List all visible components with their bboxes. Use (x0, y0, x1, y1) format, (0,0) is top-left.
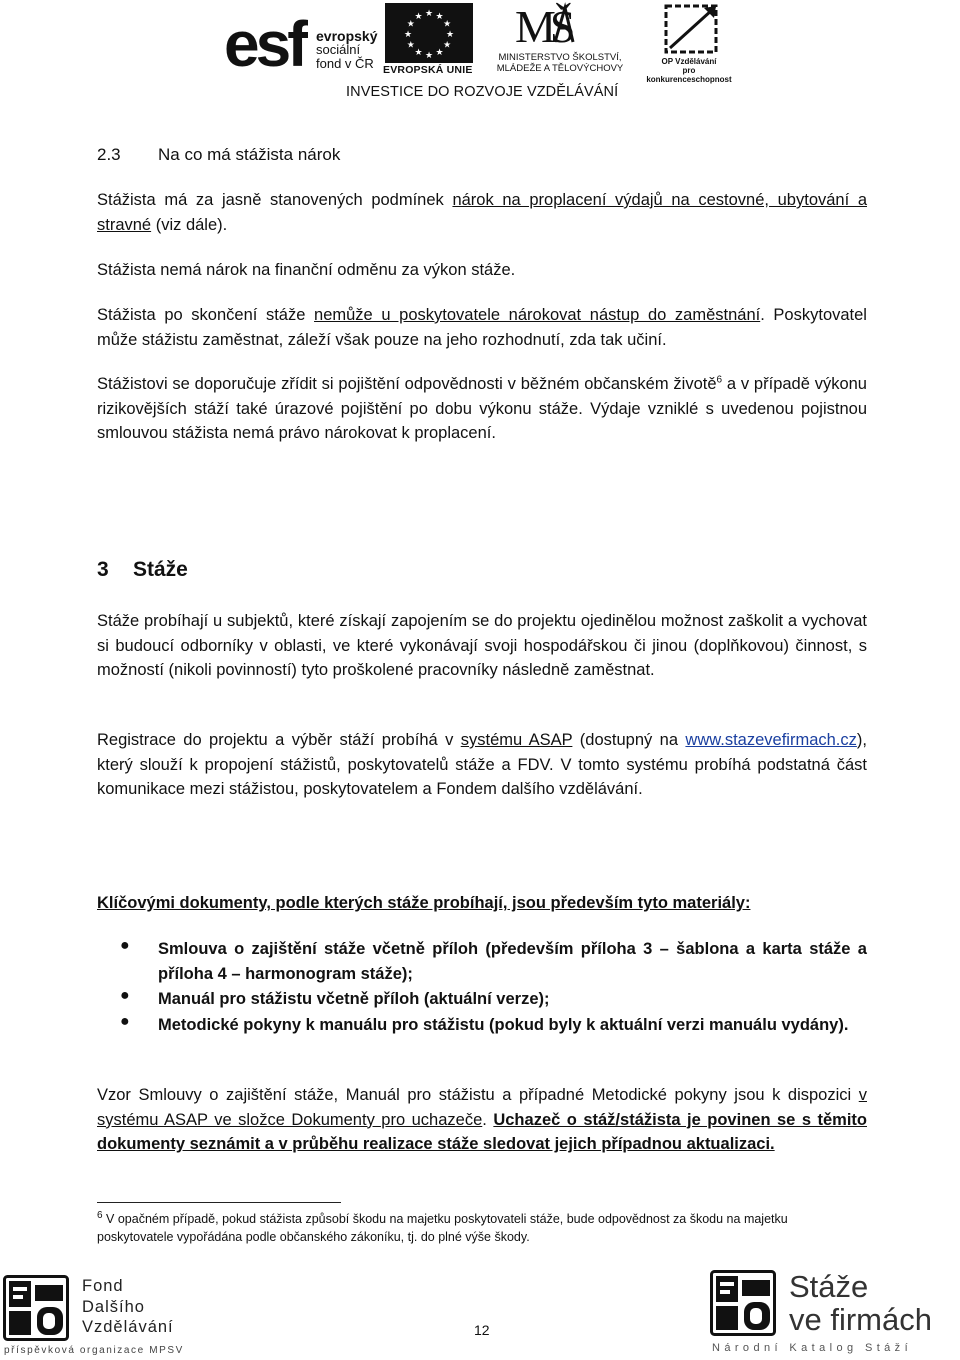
msmt-logo-icon (515, 2, 583, 46)
paragraph-claims: Stážista má za jasně stanovených podmínek nárok na proplacení výdajů na cestovné, ubytování a stravné (viz dále). (97, 191, 867, 234)
page-number: 12 (474, 1322, 490, 1338)
bullet-dot-icon: ● (120, 937, 130, 954)
section-3-number: 3 (97, 558, 109, 581)
fdv-logo-icon (3, 1275, 69, 1341)
svg-text:esf: esf (224, 8, 305, 74)
svg-text:★: ★ (406, 19, 415, 30)
esf-logo-icon (224, 4, 308, 74)
stazevefirmach-link[interactable]: www.stazevefirmach.cz (685, 731, 857, 749)
svg-text:★: ★ (443, 19, 452, 30)
paragraph-no-reward: Stážista nemá nárok na finanční odměnu za výkon stáže. (97, 261, 516, 279)
staze-ve-firmach-text: Stáže ve firmách (789, 1269, 932, 1337)
fdv-subtitle: příspěvková organizace MPSV (4, 1345, 184, 1356)
svg-text:★: ★ (403, 30, 413, 40)
eu-caption: EVROPSKÁ UNIE (383, 64, 473, 76)
paragraph-insurance: Stážistovi se doporučuje zřídit si pojištění odpovědnosti v běžném občanském životě$^6$ a v případě výkonu rizikovějších stáží také úrazové pojištění po dobu výkonu stáže. Výdaje vzniklé s uvedenou pojistnou smlouvou stážista nemá právo nárokovat k proplacení. (97, 374, 867, 442)
svg-text:★: ★ (406, 40, 415, 51)
op-logo-text: OP Vzdělávání pro konkurenceschopnost (646, 57, 732, 84)
msmt-logo-text: MINISTERSTVO ŠKOLSTVÍ, MLÁDEŽE A TĚLOVÝCHOVY (496, 52, 624, 74)
paragraph-employment: Stážista po skončení stáže nemůže u poskytovatele nárokovat nástup do zaměstnání. Poskytovatel může stážistu zaměstnat, záleží však pouze na jeho rozhodnutí, zda tak učiní. (97, 306, 867, 349)
svg-text:★: ★ (424, 51, 434, 61)
list-item: Smlouva o zajištění stáže včetně příloh (především příloha 3 – šablona a karta stáže a příloha 4 – harmonogram stáže); (158, 940, 867, 983)
section-3-title: Stáže (133, 558, 188, 581)
esf-logo-text: evropský sociální fond v ČR (316, 28, 378, 71)
footnote-ref: 6 (716, 374, 723, 386)
section-2-3-title: Na co má stážista nárok (158, 145, 341, 164)
eu-flag-icon (385, 3, 473, 63)
staze-ve-firmach-logo-icon (710, 1270, 776, 1336)
svg-text:★: ★ (435, 48, 444, 59)
investice-tagline: INVESTICE DO ROZVOJE VZDĚLÁVÁNÍ (346, 84, 619, 100)
svg-text:★: ★ (443, 40, 452, 51)
list-item: Manuál pro stážistu včetně příloh (aktuální verze); (158, 990, 550, 1008)
footnote: $^6$ V opačném případě, pokud stážista způsobí škodu na majetku poskytovateli stáže, bude odpovědnost za škodu na majetku poskytovatele vypořádána podle občanského zákoníku, tj. do plné výše škody. (97, 1209, 788, 1244)
svg-text:★: ★ (435, 11, 444, 22)
paragraph-internships: Stáže probíhají u subjektů, které získají zapojením se do projektu ojedinělou možnost zaškolit a vychovat si budoucí odborníky v oblasti, ve které vykonávají svoji hospodářskou či jinou (doplňkovou) činnost, s možností (nikoli povinností) tyto proškolené pracovníky následně zaměstnat. (97, 612, 867, 679)
svg-text:MŠ: MŠ (515, 2, 570, 46)
expenses-link-text: nárok na proplacení výdajů na cestovné, ubytování a stravné (97, 191, 867, 234)
footnote-divider (97, 1202, 341, 1203)
svg-text:★: ★ (414, 11, 423, 22)
narodni-katalog-stazi: Národní Katalog Stáží (712, 1342, 913, 1354)
op-vzdelavani-logo-icon (660, 2, 722, 56)
section-2-3-number: 2.3 (97, 145, 121, 164)
paragraph-templates: Vzor Smlouvy o zajištění stáže, Manuál pro stážistu a případné Metodické pokyny jsou k dispozici v systému ASAP ve složce Dokumenty pro uchazeče. Uchazeč o stáž/stážista je povinen se s těmito dokumenty seznámit a v průběhu realizace stáže sledovat jejich případnou aktualizaci. (97, 1086, 867, 1153)
asap-documents-link[interactable]: v systému ASAP ve složce Dokumenty pro uchazeče (97, 1086, 867, 1129)
list-item: Metodické pokyny k manuálu pro stážistu (pokud byly k aktuální verzi manuálu vydány). (158, 1016, 849, 1034)
svg-text:★: ★ (414, 48, 423, 59)
bullet-dot-icon: ● (120, 987, 130, 1004)
bullet-dot-icon: ● (120, 1013, 130, 1030)
asap-link[interactable]: systému ASAP (460, 731, 573, 749)
svg-text:★: ★ (445, 30, 455, 40)
fdv-logo-text: Fond Dalšího Vzdělávání (82, 1277, 174, 1336)
paragraph-registration: Registrace do projektu a výběr stáží probíhá v systému ASAP (dostupný na www.stazevefirmach.cz), který slouží k propojení stážistů, poskytovatelů stáže a FDV. V tomto systému probíhá podstatná část komunikace mezi stážistou, poskytovatelem a Fondem dalšího vzdělávání. (97, 731, 867, 798)
svg-text:★: ★ (424, 9, 434, 19)
documents-heading: Klíčovými dokumenty, podle kterých stáže probíhají, jsou především tyto materiály: (97, 894, 751, 912)
